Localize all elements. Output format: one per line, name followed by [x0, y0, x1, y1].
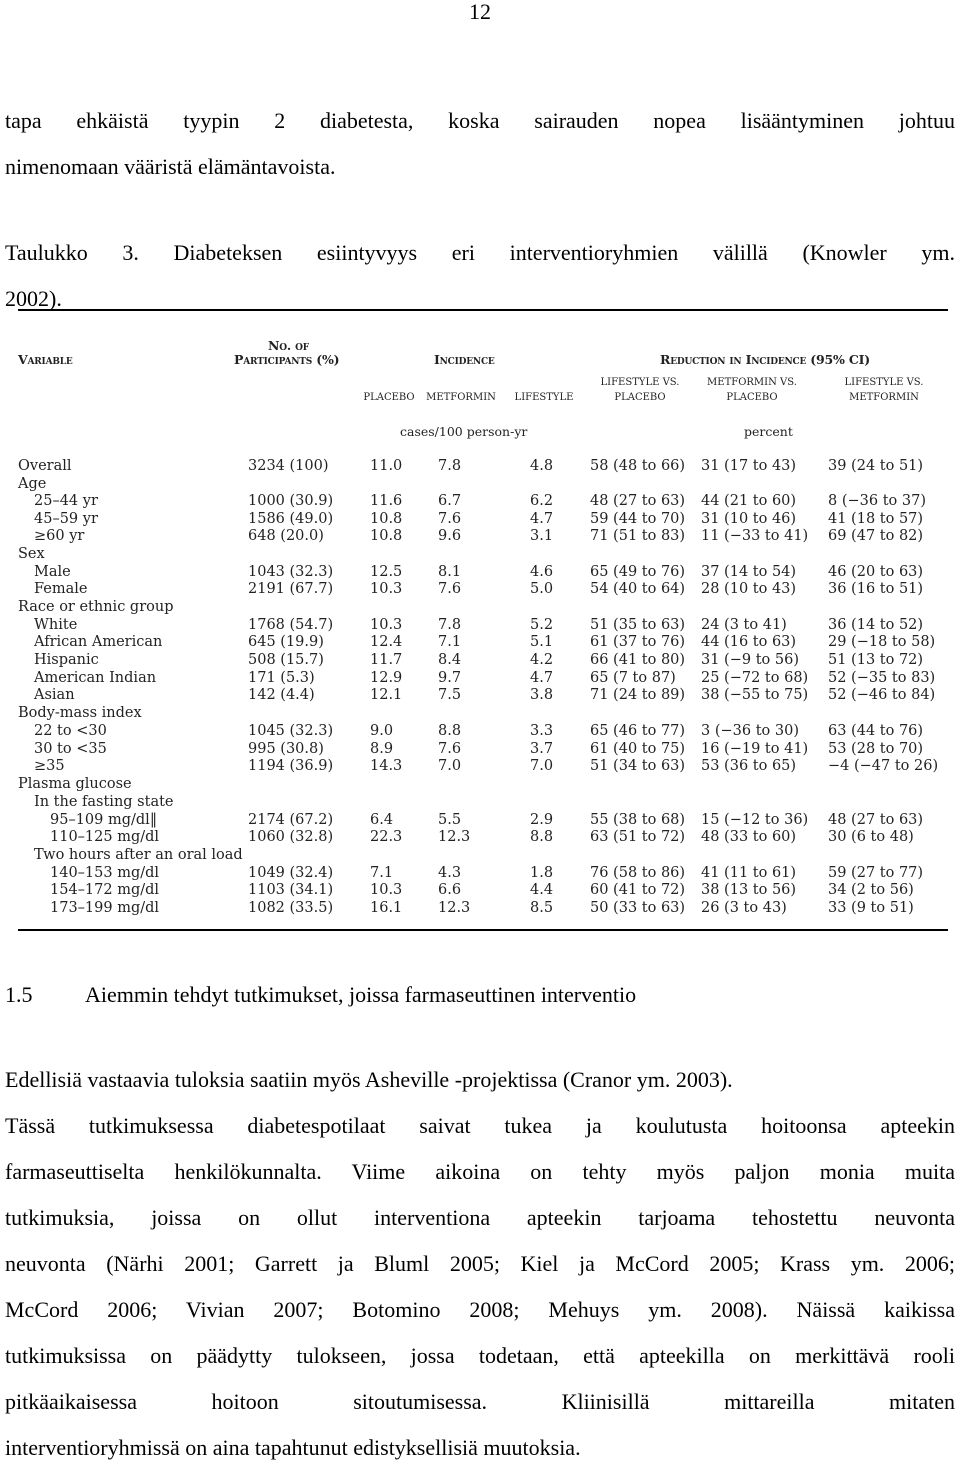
metformin-vs-placebo-cell: 44 (16 to 63)	[701, 634, 797, 650]
variable-label: 30 to <35	[34, 741, 107, 757]
metformin-cell: 8.1	[438, 564, 462, 580]
metformin-cell: 12.3	[438, 900, 471, 916]
body-line: interventioryhmissä on aina tapahtunut edistyksellisiä muutoksia.	[5, 1435, 581, 1460]
participants-cell: 1043 (32.3)	[248, 564, 334, 580]
metformin-vs-placebo-cell: 31 (17 to 43)	[701, 458, 797, 474]
lifestyle-cell: 4.8	[530, 458, 554, 474]
variable-label: ≥60 yr	[34, 528, 85, 544]
lifestyle-vs-metformin-cell: 36 (16 to 51)	[828, 581, 924, 597]
subheader-metformin: METFORMIN	[426, 392, 496, 403]
placebo-cell: 12.9	[370, 670, 403, 686]
body-line: farmaseuttiselta henkilökunnalta. Viime aikoina on tehty myös paljon monia muita	[5, 1159, 955, 1184]
variable-label: Age	[18, 476, 47, 492]
lifestyle-cell: 5.2	[530, 617, 554, 633]
table-row	[18, 527, 948, 545]
participants-cell: 508 (15.7)	[248, 652, 324, 668]
variable-label: 22 to <30	[34, 723, 107, 739]
lifestyle-cell: 4.7	[530, 511, 554, 527]
subheader-lvm-1: LIFESTYLE VS.	[844, 377, 924, 388]
subheader-lvp-1: LIFESTYLE VS.	[600, 377, 680, 388]
participants-cell: 142 (4.4)	[248, 687, 315, 703]
table-row	[18, 704, 948, 722]
caption-line: Taulukko 3. Diabeteksen esiintyvyys eri interventioryhmien välillä (Knowler ym.	[5, 240, 955, 265]
variable-label: Two hours after an oral load	[34, 847, 243, 863]
metformin-vs-placebo-cell: 48 (33 to 60)	[701, 829, 797, 845]
placebo-cell: 22.3	[370, 829, 403, 845]
participants-cell: 1082 (33.5)	[248, 900, 334, 916]
intro-line: nimenomaan vääristä elämäntavoista.	[5, 154, 336, 179]
intro-line: tapa ehkäistä tyypin 2 diabetesta, koska sairauden nopea lisääntyminen johtuu	[5, 108, 955, 133]
participants-cell: 3234 (100)	[248, 458, 329, 474]
metformin-cell: 7.8	[438, 458, 462, 474]
subheader-placebo: PLACEBO	[363, 392, 415, 403]
variable-label: Female	[34, 581, 88, 597]
placebo-cell: 11.6	[370, 493, 403, 509]
incidence-table	[18, 325, 948, 925]
placebo-cell: 9.0	[370, 723, 394, 739]
section-heading	[5, 982, 636, 1008]
metformin-cell: 7.5	[438, 687, 462, 703]
header-participants-1: No. of	[268, 338, 309, 353]
metformin-vs-placebo-cell: 11 (−33 to 41)	[701, 528, 809, 544]
metformin-vs-placebo-cell: 44 (21 to 60)	[701, 493, 797, 509]
placebo-cell: 11.7	[370, 652, 403, 668]
lifestyle-vs-metformin-cell: 59 (27 to 77)	[828, 865, 924, 881]
lifestyle-cell: 6.2	[530, 493, 554, 509]
placebo-cell: 11.0	[370, 458, 403, 474]
variable-label: 95–109 mg/dl‖	[50, 812, 158, 828]
lifestyle-vs-metformin-cell: 53 (28 to 70)	[828, 741, 924, 757]
variable-label: In the fasting state	[34, 794, 174, 810]
metformin-cell: 5.5	[438, 812, 462, 828]
lifestyle-vs-metformin-cell: 34 (2 to 56)	[828, 882, 914, 898]
metformin-cell: 7.8	[438, 617, 462, 633]
lifestyle-cell: 5.1	[530, 634, 554, 650]
placebo-cell: 7.1	[370, 865, 394, 881]
metformin-cell: 7.0	[438, 758, 462, 774]
participants-cell: 995 (30.8)	[248, 741, 324, 757]
table-row	[18, 686, 948, 704]
variable-label: Race or ethnic group	[18, 599, 174, 615]
metformin-cell: 7.6	[438, 741, 462, 757]
placebo-cell: 14.3	[370, 758, 403, 774]
placebo-cell: 12.1	[370, 687, 403, 703]
variable-label: Male	[34, 564, 71, 580]
placebo-cell: 10.3	[370, 581, 403, 597]
table-row	[18, 775, 948, 793]
metformin-cell: 8.4	[438, 652, 462, 668]
section-number: 1.5	[5, 982, 33, 1007]
variable-label: Body-mass index	[18, 705, 142, 721]
lifestyle-vs-placebo-cell: 51 (35 to 63)	[590, 617, 686, 633]
lifestyle-vs-metformin-cell: 39 (24 to 51)	[828, 458, 924, 474]
table-top-rule	[18, 309, 948, 311]
lifestyle-cell: 4.4	[530, 882, 554, 898]
section-title: Aiemmin tehdyt tutkimukset, joissa farmaseuttinen interventio	[85, 982, 637, 1007]
placebo-cell: 16.1	[370, 900, 403, 916]
lifestyle-vs-placebo-cell: 65 (49 to 76)	[590, 564, 686, 580]
lifestyle-cell: 8.8	[530, 829, 554, 845]
participants-cell: 171 (5.3)	[248, 670, 315, 686]
table-row	[18, 811, 948, 829]
lifestyle-cell: 4.7	[530, 670, 554, 686]
lifestyle-cell: 3.3	[530, 723, 554, 739]
table-row	[18, 669, 948, 687]
metformin-cell: 4.3	[438, 865, 462, 881]
lifestyle-vs-metformin-cell: 52 (−46 to 84)	[828, 687, 936, 703]
lifestyle-vs-metformin-cell: 8 (−36 to 37)	[828, 493, 926, 509]
table-row	[18, 580, 948, 598]
metformin-vs-placebo-cell: 24 (3 to 41)	[701, 617, 787, 633]
table-bottom-rule	[18, 929, 948, 931]
header-incidence: Incidence	[434, 352, 495, 367]
metformin-cell: 9.6	[438, 528, 462, 544]
metformin-cell: 9.7	[438, 670, 462, 686]
table-row	[18, 492, 948, 510]
lifestyle-vs-placebo-cell: 65 (46 to 77)	[590, 723, 686, 739]
metformin-cell: 7.6	[438, 511, 462, 527]
participants-cell: 1060 (32.8)	[248, 829, 334, 845]
metformin-cell: 12.3	[438, 829, 471, 845]
table-row	[18, 722, 948, 740]
body-line: Edellisiä vastaavia tuloksia saatiin myös Asheville -projektissa (Cranor ym. 2003).	[5, 1067, 733, 1092]
subheader-lifestyle: LIFESTYLE	[514, 392, 574, 403]
placebo-cell: 10.8	[370, 511, 403, 527]
metformin-vs-placebo-cell: 28 (10 to 43)	[701, 581, 797, 597]
intro-paragraph	[5, 98, 955, 190]
lifestyle-vs-placebo-cell: 60 (41 to 72)	[590, 882, 686, 898]
body-line: Tässä tutkimuksessa diabetespotilaat saivat tukea ja koulutusta hoitoonsa apteekin	[5, 1113, 955, 1138]
participants-cell: 1768 (54.7)	[248, 617, 334, 633]
lifestyle-vs-metformin-cell: 48 (27 to 63)	[828, 812, 924, 828]
metformin-vs-placebo-cell: 38 (−55 to 75)	[701, 687, 809, 703]
variable-label: Sex	[18, 546, 45, 562]
placebo-cell: 10.3	[370, 882, 403, 898]
lifestyle-vs-placebo-cell: 63 (51 to 72)	[590, 829, 686, 845]
lifestyle-vs-metformin-cell: 46 (20 to 63)	[828, 564, 924, 580]
body-paragraph	[5, 1057, 955, 1471]
lifestyle-vs-placebo-cell: 54 (40 to 64)	[590, 581, 686, 597]
variable-label: Hispanic	[34, 652, 99, 668]
subheader-lvp-2: PLACEBO	[614, 392, 666, 403]
metformin-vs-placebo-cell: 31 (10 to 46)	[701, 511, 797, 527]
lifestyle-vs-placebo-cell: 59 (44 to 70)	[590, 511, 686, 527]
table-row	[18, 793, 948, 811]
lifestyle-cell: 3.8	[530, 687, 554, 703]
lifestyle-vs-placebo-cell: 58 (48 to 66)	[590, 458, 686, 474]
table-row	[18, 740, 948, 758]
table-row	[18, 881, 948, 899]
metformin-cell: 7.6	[438, 581, 462, 597]
variable-label: 154–172 mg/dl	[50, 882, 160, 898]
body-line: neuvonta (Närhi 2001; Garrett ja Bluml 2005; Kiel ja McCord 2005; Krass ym. 2006;	[5, 1251, 955, 1276]
lifestyle-cell: 3.1	[530, 528, 554, 544]
table-row	[18, 545, 948, 563]
unit-incidence: cases/100 person-yr	[400, 424, 528, 439]
metformin-vs-placebo-cell: 53 (36 to 65)	[701, 758, 797, 774]
metformin-vs-placebo-cell: 26 (3 to 43)	[701, 900, 787, 916]
caption-line: 2002).	[5, 286, 62, 311]
lifestyle-vs-metformin-cell: 69 (47 to 82)	[828, 528, 924, 544]
lifestyle-cell: 1.8	[530, 865, 554, 881]
placebo-cell: 6.4	[370, 812, 394, 828]
table-row	[18, 828, 948, 846]
lifestyle-vs-metformin-cell: 30 (6 to 48)	[828, 829, 914, 845]
lifestyle-vs-placebo-cell: 76 (58 to 86)	[590, 865, 686, 881]
lifestyle-cell: 3.7	[530, 741, 554, 757]
metformin-vs-placebo-cell: 38 (13 to 56)	[701, 882, 797, 898]
header-variable: Variable	[18, 352, 73, 367]
lifestyle-vs-placebo-cell: 71 (24 to 89)	[590, 687, 686, 703]
lifestyle-vs-placebo-cell: 50 (33 to 63)	[590, 900, 686, 916]
table-row	[18, 563, 948, 581]
header-participants-2: Participants (%)	[234, 352, 340, 367]
placebo-cell: 8.9	[370, 741, 394, 757]
metformin-cell: 6.7	[438, 493, 462, 509]
metformin-vs-placebo-cell: 16 (−19 to 41)	[701, 741, 809, 757]
table-row	[18, 457, 948, 475]
subheader-mvp-2: PLACEBO	[726, 392, 778, 403]
lifestyle-vs-placebo-cell: 66 (41 to 80)	[590, 652, 686, 668]
lifestyle-cell: 8.5	[530, 900, 554, 916]
participants-cell: 648 (20.0)	[248, 528, 324, 544]
variable-label: Overall	[18, 458, 72, 474]
placebo-cell: 12.5	[370, 564, 403, 580]
metformin-cell: 6.6	[438, 882, 462, 898]
subheader-mvp-1: METFORMIN VS.	[707, 377, 797, 388]
participants-cell: 2191 (67.7)	[248, 581, 334, 597]
lifestyle-vs-placebo-cell: 48 (27 to 63)	[590, 493, 686, 509]
participants-cell: 2174 (67.2)	[248, 812, 334, 828]
participants-cell: 1103 (34.1)	[248, 882, 334, 898]
lifestyle-vs-placebo-cell: 61 (40 to 75)	[590, 741, 686, 757]
table-row	[18, 598, 948, 616]
placebo-cell: 10.3	[370, 617, 403, 633]
table-row	[18, 616, 948, 634]
lifestyle-vs-metformin-cell: −4 (−47 to 26)	[828, 758, 939, 774]
lifestyle-cell: 4.6	[530, 564, 554, 580]
variable-label: Plasma glucose	[18, 776, 132, 792]
body-line: McCord 2006; Vivian 2007; Botomino 2008; Mehuys ym. 2008). Näissä kaikissa	[5, 1297, 955, 1322]
page-number: 12	[469, 0, 491, 24]
participants-cell: 1049 (32.4)	[248, 865, 334, 881]
participants-cell: 1194 (36.9)	[248, 758, 334, 774]
lifestyle-vs-metformin-cell: 36 (14 to 52)	[828, 617, 924, 633]
lifestyle-vs-placebo-cell: 55 (38 to 68)	[590, 812, 686, 828]
table-row	[18, 846, 948, 864]
variable-label: 45–59 yr	[34, 511, 98, 527]
header-reduction: Reduction in Incidence (95% CI)	[660, 352, 870, 367]
variable-label: 140–153 mg/dl	[50, 865, 160, 881]
body-line: tutkimuksia, joissa on ollut interventiona apteekin tarjoama tehostettu neuvonta	[5, 1205, 955, 1230]
lifestyle-vs-metformin-cell: 51 (13 to 72)	[828, 652, 924, 668]
variable-label: 110–125 mg/dl	[50, 829, 160, 845]
lifestyle-vs-metformin-cell: 33 (9 to 51)	[828, 900, 914, 916]
metformin-vs-placebo-cell: 41 (11 to 61)	[701, 865, 797, 881]
metformin-vs-placebo-cell: 15 (−12 to 36)	[701, 812, 809, 828]
participants-cell: 1045 (32.3)	[248, 723, 334, 739]
lifestyle-vs-metformin-cell: 63 (44 to 76)	[828, 723, 924, 739]
table-row	[18, 633, 948, 651]
lifestyle-vs-metformin-cell: 52 (−35 to 83)	[828, 670, 936, 686]
lifestyle-vs-placebo-cell: 61 (37 to 76)	[590, 634, 686, 650]
variable-label: White	[34, 617, 78, 633]
lifestyle-vs-placebo-cell: 65 (7 to 87)	[590, 670, 676, 686]
table-row	[18, 899, 948, 917]
lifestyle-cell: 4.2	[530, 652, 554, 668]
lifestyle-cell: 5.0	[530, 581, 554, 597]
unit-reduction: percent	[744, 424, 793, 439]
participants-cell: 645 (19.9)	[248, 634, 324, 650]
table-row	[18, 651, 948, 669]
lifestyle-vs-metformin-cell: 41 (18 to 57)	[828, 511, 924, 527]
metformin-cell: 8.8	[438, 723, 462, 739]
lifestyle-vs-placebo-cell: 71 (51 to 83)	[590, 528, 686, 544]
table-row	[18, 475, 948, 493]
table-row	[18, 864, 948, 882]
metformin-vs-placebo-cell: 3 (−36 to 30)	[701, 723, 799, 739]
participants-cell: 1586 (49.0)	[248, 511, 334, 527]
lifestyle-vs-placebo-cell: 51 (34 to 63)	[590, 758, 686, 774]
table-row	[18, 510, 948, 528]
lifestyle-cell: 7.0	[530, 758, 554, 774]
metformin-vs-placebo-cell: 31 (−9 to 56)	[701, 652, 799, 668]
participants-cell: 1000 (30.9)	[248, 493, 334, 509]
placebo-cell: 10.8	[370, 528, 403, 544]
variable-label: 25–44 yr	[34, 493, 98, 509]
metformin-vs-placebo-cell: 37 (14 to 54)	[701, 564, 797, 580]
lifestyle-vs-metformin-cell: 29 (−18 to 58)	[828, 634, 936, 650]
lifestyle-cell: 2.9	[530, 812, 554, 828]
variable-label: American Indian	[34, 670, 157, 686]
subheader-lvm-2: METFORMIN	[849, 392, 919, 403]
variable-label: African American	[34, 634, 163, 650]
variable-label: 173–199 mg/dl	[50, 900, 160, 916]
body-line: pitkäaikaisessa hoitoon sitoutumisessa. Kliinisillä mittareilla mitaten	[5, 1389, 955, 1414]
metformin-vs-placebo-cell: 25 (−72 to 68)	[701, 670, 809, 686]
placebo-cell: 12.4	[370, 634, 403, 650]
metformin-cell: 7.1	[438, 634, 462, 650]
variable-label: ≥35	[34, 758, 65, 774]
body-line: tutkimuksissa on päädytty tulokseen, jossa todetaan, että apteekilla on merkittävä rooli	[5, 1343, 955, 1368]
variable-label: Asian	[34, 687, 75, 703]
table-row	[18, 757, 948, 775]
